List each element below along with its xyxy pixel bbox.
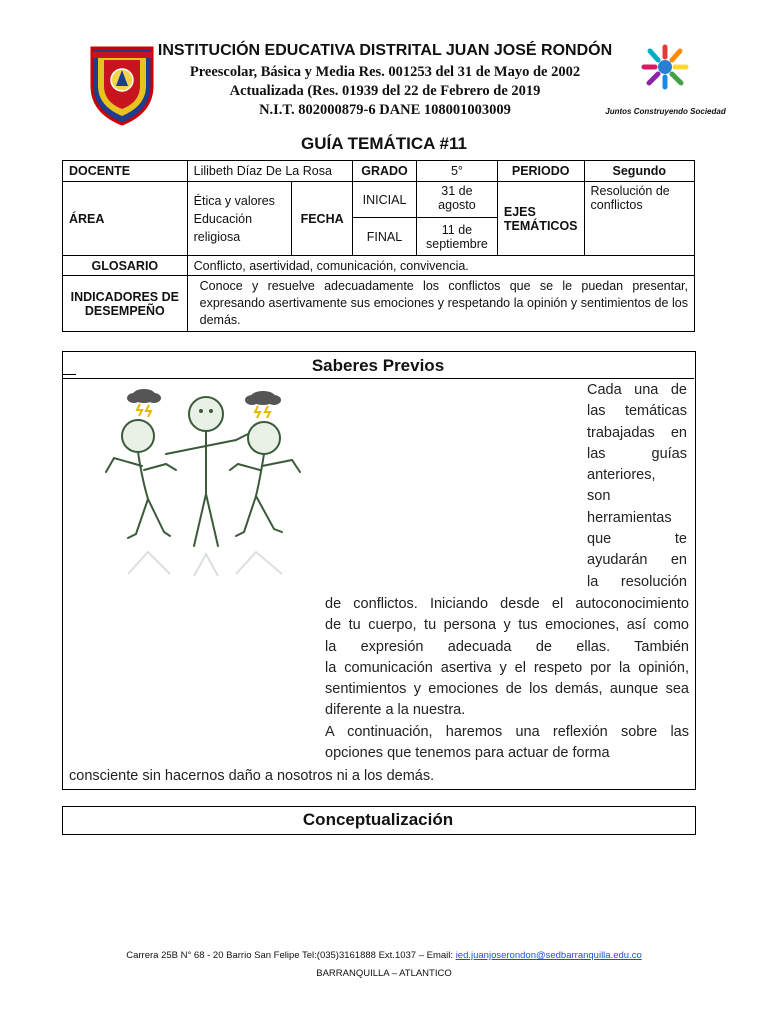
final-label: FINAL — [353, 218, 417, 256]
area-value-1: Ética y valores — [193, 193, 275, 208]
docente-value: Lilibeth Díaz De La Rosa — [187, 161, 352, 182]
school-crest-logo — [86, 42, 158, 128]
right-line: las guías — [587, 445, 687, 462]
info-table — [62, 160, 695, 332]
footer-email-link[interactable]: ied.juanjoserondon@sedbarranquilla.edu.co — [455, 950, 642, 961]
fecha-label: FECHA — [292, 182, 353, 256]
body-line: la expresión adecuada de ellas. También — [325, 638, 689, 655]
right-line: trabajadas en — [587, 424, 687, 441]
indicadores-cell — [187, 276, 694, 332]
right-line: la resolución — [587, 573, 687, 590]
ejes-label: EJES TEMÁTICOS — [497, 182, 584, 256]
area-label: ÁREA — [63, 182, 188, 256]
tagline: Juntos Construyendo Sociedad — [605, 107, 726, 116]
title-divider — [62, 378, 694, 379]
inicial-label: INICIAL — [353, 182, 417, 218]
right-line: las temáticas — [587, 403, 687, 420]
final-value: 11 de septiembre — [416, 218, 497, 256]
body-line: de conflictos. Iniciando desde el autoconocimiento — [325, 596, 689, 612]
right-line: ayudarán en — [587, 552, 687, 569]
body-line: la comunicación asertiva y el respeto por la opinión, — [325, 659, 689, 676]
title-divider-mark — [62, 374, 76, 375]
inicial-value: 31 de agosto — [416, 182, 497, 218]
right-line: anteriores, — [587, 467, 656, 484]
glosario-label: GLOSARIO — [63, 256, 188, 276]
right-line: Cada una de — [587, 382, 687, 398]
body-line: opciones que tenemos para actuar de forma — [325, 745, 610, 762]
resolution-line: Preescolar, Básica y Media Res. 001253 del 31 de Mayo de 2002 — [189, 64, 581, 80]
right-line: son — [587, 488, 611, 505]
body-line: A continuación, haremos una reflexión sobre las — [325, 723, 689, 740]
body-line: diferente a la nuestra. — [325, 702, 466, 719]
footer-address-text: Carrera 25B N° 68 - 20 Barrio San Felipe Tel:(035)3161888 Ext.1037 – Email: — [126, 950, 456, 961]
conflict-illustration — [96, 384, 316, 584]
area-value-2: Educación religiosa — [193, 211, 253, 244]
saberes-last-line: consciente sin hacernos daño a nosotros ni a los demás. — [69, 768, 435, 784]
footer-address — [0, 950, 768, 961]
right-line: herramientas — [587, 509, 672, 526]
docente-label: DOCENTE — [63, 161, 188, 182]
right-line: que te — [587, 531, 687, 548]
grado-label: GRADO — [353, 161, 417, 182]
indicadores-value: Conoce y resuelve adecuadamente los conflictos que se le puedan presentar, expresando asertivamente sus emociones y respetando la opinión y sentimientos de los demás. — [199, 279, 688, 327]
periodo-label: PERIODO — [497, 161, 584, 182]
grado-value: 5° — [416, 161, 497, 182]
society-logo — [640, 44, 690, 90]
footer-city: BARRANQUILLA – ATLANTICO — [316, 968, 452, 979]
body-line: sentimientos y emociones de los demás, aunque sea — [325, 681, 689, 698]
indicadores-label: INDICADORES DE DESEMPEÑO — [63, 276, 188, 332]
guide-title: GUÍA TEMÁTICA #11 — [301, 134, 467, 153]
glosario-value: Conflicto, asertividad, comunicación, convivencia. — [187, 256, 694, 276]
update-line: Actualizada (Res. 01939 del 22 de Febrero de 2019 — [229, 83, 541, 99]
ejes-value: Resolución de conflictos — [584, 182, 695, 256]
saberes-previos-title: Saberes Previos — [311, 356, 445, 375]
conceptualizacion-title: Conceptualización — [302, 810, 454, 829]
body-line: de tu cuerpo, tu persona y tus emociones, así como — [325, 617, 689, 634]
saberes-right-column — [587, 380, 687, 593]
nit-dane-line: N.I.T. 802000879-6 DANE 108001003009 — [259, 102, 511, 118]
area-value — [187, 182, 292, 256]
periodo-value: Segundo — [584, 161, 695, 182]
institution-name: INSTITUCIÓN EDUCATIVA DISTRITAL JUAN JOSÉ RONDÓN — [157, 42, 613, 59]
saberes-body — [325, 594, 689, 764]
